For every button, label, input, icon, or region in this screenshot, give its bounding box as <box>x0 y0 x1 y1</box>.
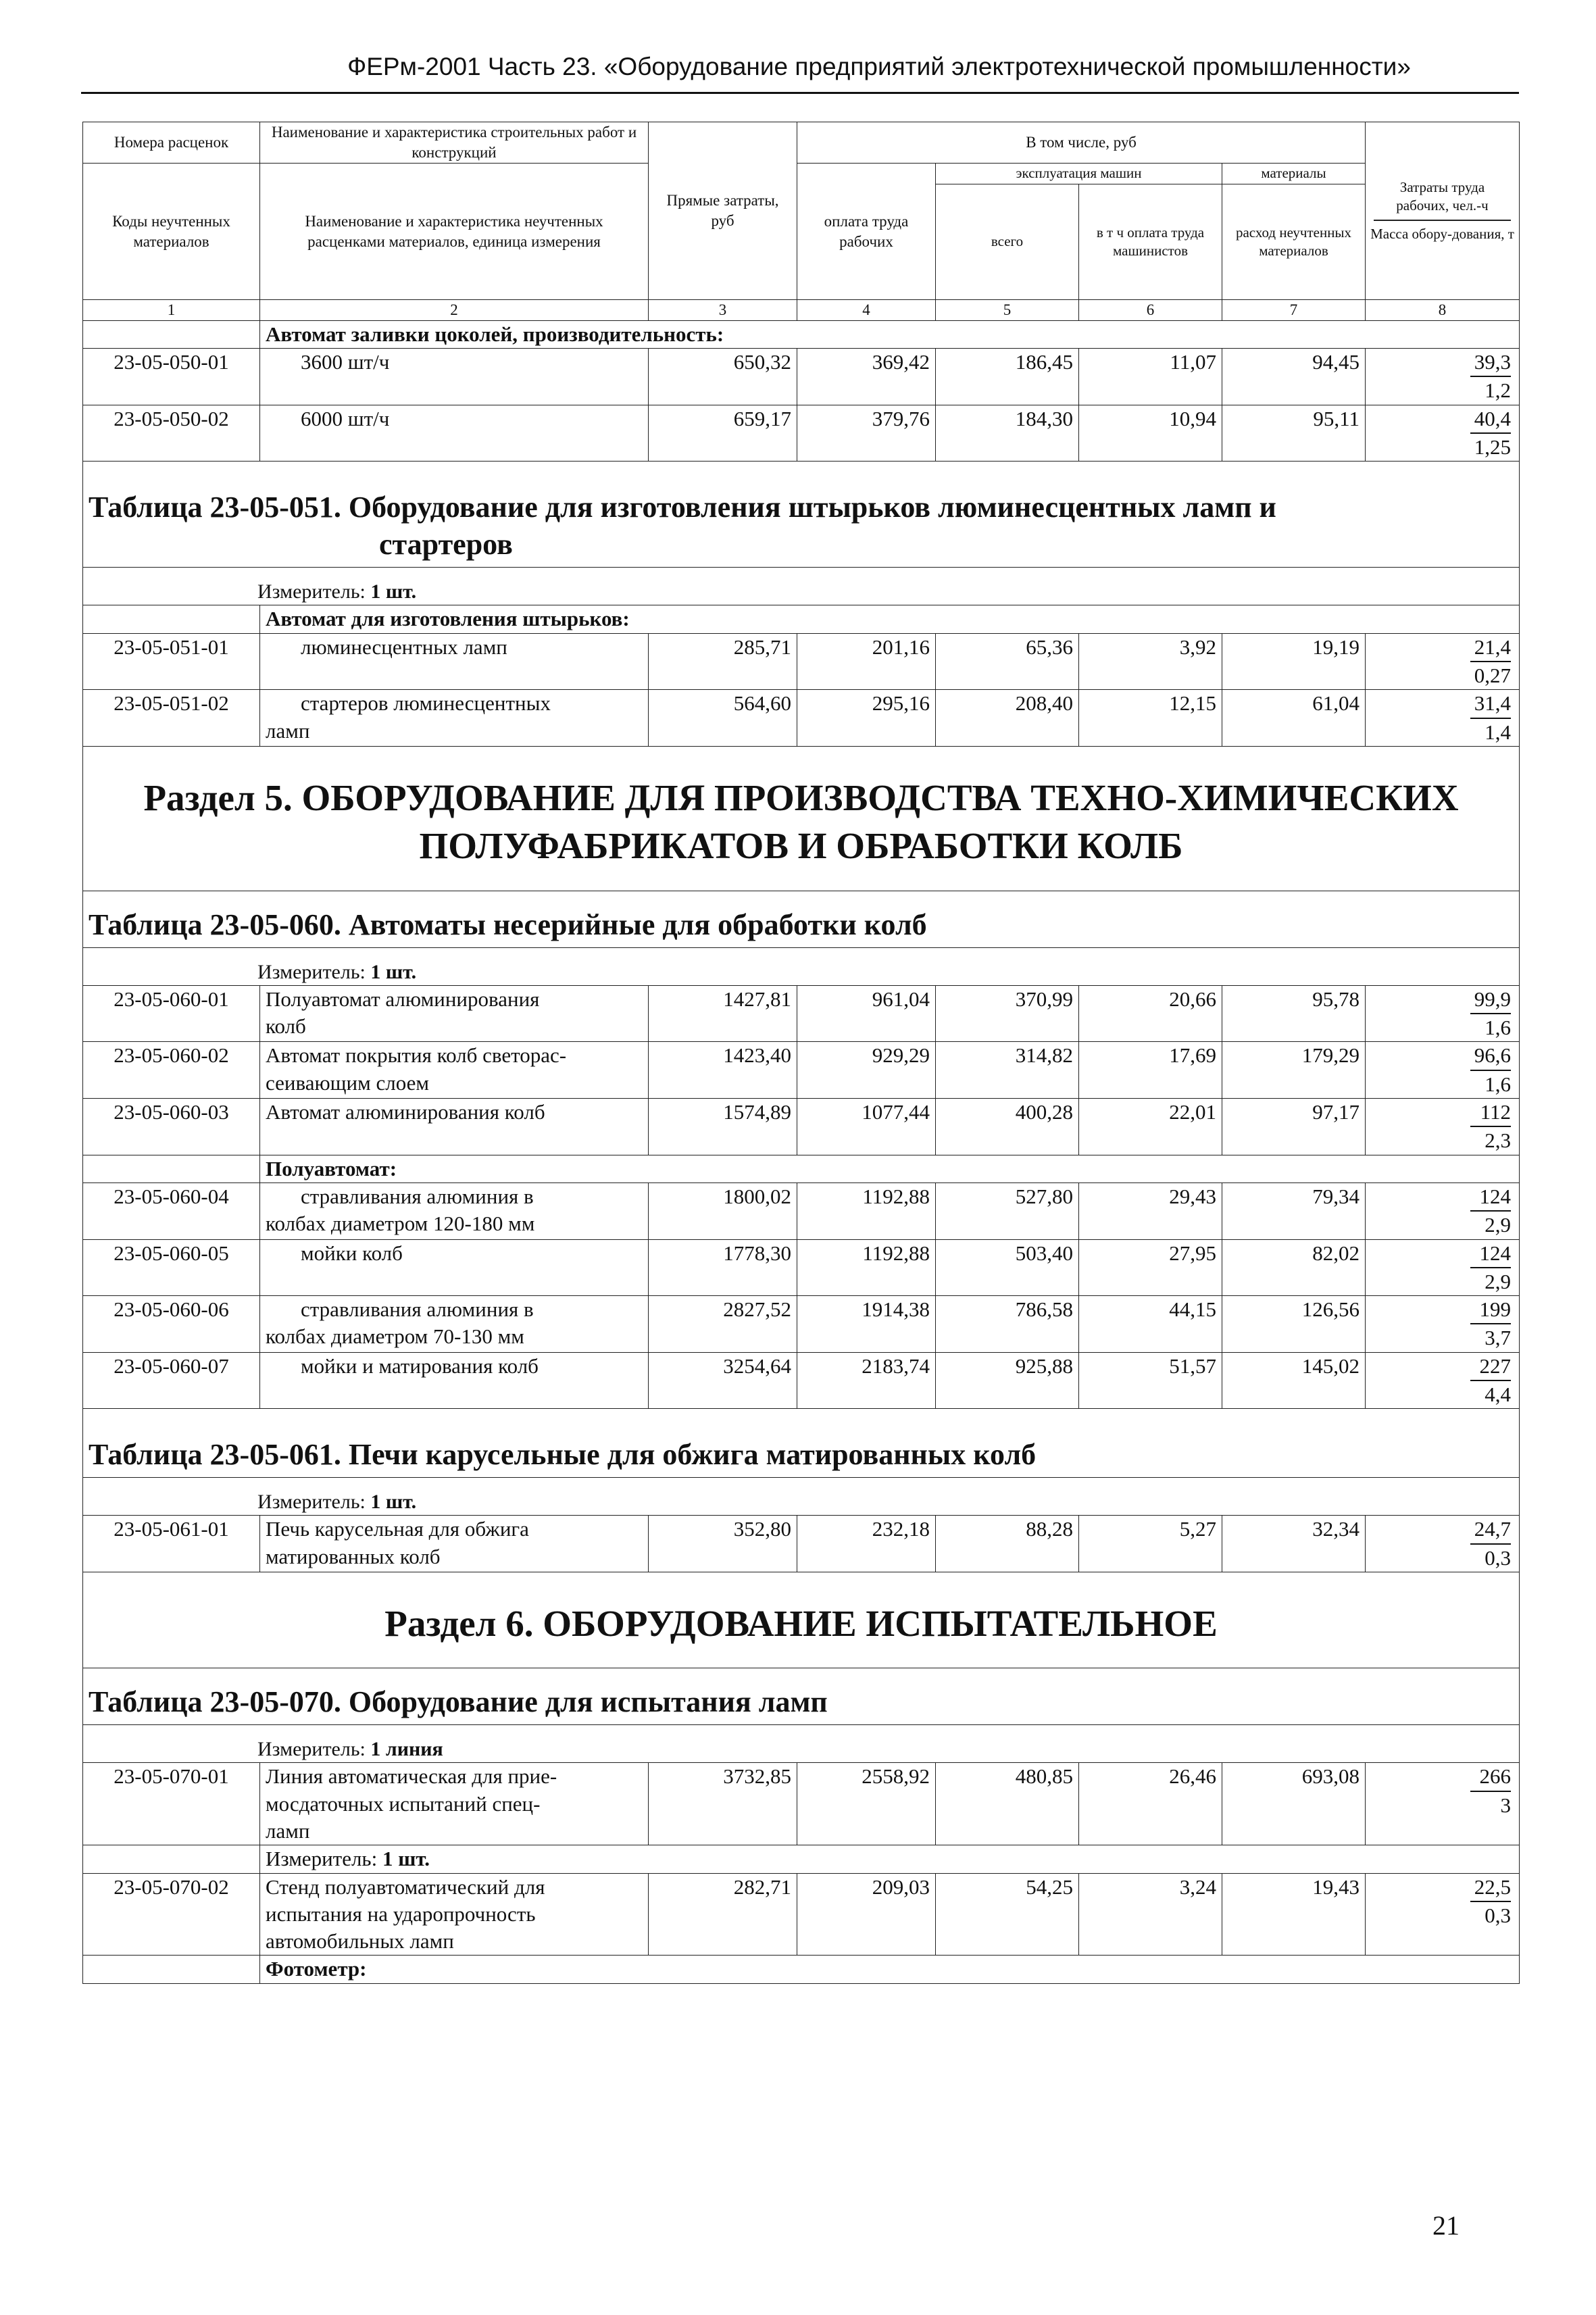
table-title-line: Таблица 23-05-051. Оборудование для изготовления штырьков люминесцентных ламп и <box>89 491 1276 524</box>
table-row <box>83 985 1520 1042</box>
rate-code: 23-05-070-01 <box>83 1763 260 1845</box>
measure-label: Измеритель: <box>257 960 371 983</box>
rate-code: 23-05-060-01 <box>83 985 260 1042</box>
rate-name-line: стравливания алюминия в <box>301 1184 534 1208</box>
materials: 19,43 <box>1222 1873 1366 1956</box>
mass: 1,4 <box>1485 720 1512 744</box>
table-title: Таблица 23-05-060. Автоматы несерийные для обработки колб <box>83 891 1520 947</box>
rate-name <box>260 1763 649 1845</box>
labor: 124 <box>1470 1183 1511 1212</box>
table-row <box>83 1183 1520 1239</box>
machines-total: 186,45 <box>936 349 1079 405</box>
column-numbers-row <box>83 300 1520 321</box>
labor: 112 <box>1470 1099 1511 1127</box>
wages: 1077,44 <box>797 1099 936 1155</box>
mass: 0,3 <box>1485 1545 1512 1570</box>
direct-cost: 650,32 <box>649 349 797 405</box>
rate-code: 23-05-061-01 <box>83 1516 260 1572</box>
measure-value: 1 линия <box>370 1738 443 1761</box>
materials: 145,02 <box>1222 1352 1366 1409</box>
table-row <box>83 1296 1520 1353</box>
wages: 295,16 <box>797 690 936 747</box>
rate-code: 23-05-060-02 <box>83 1042 260 1099</box>
materials: 126,56 <box>1222 1296 1366 1353</box>
machines-wages: 26,46 <box>1079 1763 1222 1845</box>
section-title-row <box>83 746 1520 891</box>
table-title-row <box>83 1668 1520 1725</box>
group-row <box>83 605 1520 633</box>
direct-cost: 352,80 <box>649 1516 797 1572</box>
labor-mass <box>1366 349 1520 405</box>
machines-wages: 29,43 <box>1079 1183 1222 1239</box>
machines-total: 184,30 <box>936 405 1079 462</box>
rate-name <box>260 690 649 747</box>
measure-value: 1 шт. <box>382 1847 430 1871</box>
labor-mass <box>1366 405 1520 462</box>
measure-label: Измеритель: <box>257 1491 371 1514</box>
table-title: Таблица 23-05-061. Печи карусельные для обжига матированных колб <box>83 1409 1520 1478</box>
rate-name <box>260 1873 649 1956</box>
table-title-line: стартеров <box>379 528 513 562</box>
page-number: 21 <box>1432 2210 1460 2241</box>
machines-wages: 3,92 <box>1079 633 1222 690</box>
materials: 19,19 <box>1222 633 1366 690</box>
mass: 4,4 <box>1485 1383 1512 1407</box>
direct-cost: 3254,64 <box>649 1352 797 1409</box>
measure <box>83 1725 1520 1763</box>
rate-name-line: Автомат покрытия колб светорас- <box>266 1043 567 1068</box>
measure <box>260 1845 1520 1873</box>
rate-code: 23-05-051-02 <box>83 690 260 747</box>
rate-name-line: матированных колб <box>266 1544 441 1568</box>
rate-name-text: 6000 шт/ч <box>301 406 390 430</box>
rate-name-line: колбах диаметром 70-130 мм <box>266 1324 524 1349</box>
wages: 379,76 <box>797 405 936 462</box>
rate-name <box>260 1239 649 1296</box>
col-number: 1 <box>83 300 260 321</box>
col-labor: Затраты труда рабочих, чел.-ч <box>1374 174 1511 221</box>
mass: 1,6 <box>1485 1072 1512 1096</box>
group-label: Автомат заливки цоколей, производительность: <box>260 320 1520 348</box>
rate-code: 23-05-050-02 <box>83 405 260 462</box>
col-number: 2 <box>260 300 649 321</box>
labor-mass <box>1366 1516 1520 1572</box>
measure-row <box>83 1478 1520 1516</box>
measure <box>83 1478 1520 1516</box>
machines-total: 503,40 <box>936 1239 1079 1296</box>
machines-total: 480,85 <box>936 1763 1079 1845</box>
wages: 201,16 <box>797 633 936 690</box>
section-title: Раздел 6. ОБОРУДОВАНИЕ ИСПЫТАТЕЛЬНОЕ <box>83 1572 1520 1668</box>
col-materials-unacc: расход неучтенных материалов <box>1222 184 1366 300</box>
machines-wages: 12,15 <box>1079 690 1222 747</box>
labor: 22,5 <box>1470 1874 1511 1902</box>
section-title-line: ПОЛУФАБРИКАТОВ И ОБРАБОТКИ КОЛБ <box>419 825 1183 867</box>
mass: 2,3 <box>1485 1128 1512 1153</box>
table-row <box>83 1873 1520 1956</box>
wages: 1192,88 <box>797 1239 936 1296</box>
wages: 2183,74 <box>797 1352 936 1409</box>
labor: 199 <box>1470 1296 1511 1324</box>
rate-name-line: автомобильных ламп <box>266 1929 454 1953</box>
table-title: Таблица 23-05-070. Оборудование для испытания ламп <box>83 1668 1520 1725</box>
materials: 94,45 <box>1222 349 1366 405</box>
mass: 1,6 <box>1485 1016 1512 1040</box>
mass: 1,2 <box>1485 378 1512 403</box>
machines-wages: 3,24 <box>1079 1873 1222 1956</box>
table-row <box>83 633 1520 690</box>
group-label: Полуавтомат: <box>260 1155 1520 1183</box>
labor-mass <box>1366 985 1520 1042</box>
rate-name <box>260 405 649 462</box>
mass: 2,9 <box>1485 1213 1512 1237</box>
labor-mass <box>1366 1763 1520 1845</box>
rate-name <box>260 349 649 405</box>
rate-name <box>260 1516 649 1572</box>
col-labor-mass <box>1366 122 1520 300</box>
labor-mass <box>1366 690 1520 747</box>
rate-name-line: колб <box>266 1014 306 1039</box>
wages: 1914,38 <box>797 1296 936 1353</box>
table-title <box>83 462 1520 568</box>
rate-name-line: мойки колб <box>301 1241 403 1265</box>
direct-cost: 564,60 <box>649 690 797 747</box>
machines-wages: 51,57 <box>1079 1352 1222 1409</box>
rate-name-line: стравливания алюминия в <box>301 1297 534 1322</box>
machines-total: 786,58 <box>936 1296 1079 1353</box>
rate-name-line: ламп <box>266 1819 310 1843</box>
table-row <box>83 1099 1520 1155</box>
labor: 96,6 <box>1470 1042 1511 1070</box>
measure-value: 1 шт. <box>370 960 417 983</box>
labor: 266 <box>1470 1763 1511 1791</box>
rate-name-text: 3600 шт/ч <box>301 350 390 374</box>
materials: 61,04 <box>1222 690 1366 747</box>
col-codes: Коды неучтенных материалов <box>83 164 260 300</box>
rate-name <box>260 1099 649 1155</box>
table-title-row <box>83 462 1520 568</box>
direct-cost: 659,17 <box>649 405 797 462</box>
wages: 2558,92 <box>797 1763 936 1845</box>
table-row <box>83 405 1520 462</box>
col-number: 5 <box>936 300 1079 321</box>
direct-cost: 1778,30 <box>649 1239 797 1296</box>
materials: 95,11 <box>1222 405 1366 462</box>
labor: 24,7 <box>1470 1516 1511 1544</box>
col-mass: Масса обору-дования, т <box>1370 225 1514 242</box>
group-label: Фотометр: <box>260 1956 1520 1983</box>
group-row <box>83 1956 1520 1983</box>
labor: 39,3 <box>1470 349 1511 377</box>
rate-code: 23-05-060-04 <box>83 1183 260 1239</box>
materials: 95,78 <box>1222 985 1366 1042</box>
group-label: Автомат для изготовления штырьков: <box>260 605 1520 633</box>
rate-name <box>260 985 649 1042</box>
wages: 209,03 <box>797 1873 936 1956</box>
table-row <box>83 1042 1520 1099</box>
measure-row <box>83 1845 1520 1873</box>
mass: 3 <box>1500 1793 1512 1817</box>
col-wages: оплата труда рабочих <box>797 164 936 300</box>
labor-mass <box>1366 1873 1520 1956</box>
rate-name-line: ламп <box>266 718 310 743</box>
col-direct: Прямые затраты, руб <box>649 122 797 300</box>
rate-name-line: колбах диаметром 120-180 мм <box>266 1212 535 1236</box>
rate-name <box>260 1296 649 1353</box>
machines-total: 925,88 <box>936 1352 1079 1409</box>
measure-row <box>83 568 1520 605</box>
table-row <box>83 349 1520 405</box>
labor-mass <box>1366 1296 1520 1353</box>
direct-cost: 1800,02 <box>649 1183 797 1239</box>
measure <box>83 947 1520 985</box>
machines-total: 400,28 <box>936 1099 1079 1155</box>
rate-code: 23-05-051-01 <box>83 633 260 690</box>
mass: 3,7 <box>1485 1326 1512 1350</box>
col-number: 6 <box>1079 300 1222 321</box>
labor: 40,4 <box>1470 405 1511 434</box>
page-header: ФЕРм-2001 Часть 23. «Оборудование предприятий электротехнической промышленности» <box>347 53 1411 80</box>
rate-code: 23-05-060-06 <box>83 1296 260 1353</box>
materials: 32,34 <box>1222 1516 1366 1572</box>
section-title <box>83 746 1520 891</box>
rate-name-line: стартеров люминесцентных <box>301 691 551 716</box>
labor-mass <box>1366 1352 1520 1409</box>
labor-mass <box>1366 1099 1520 1155</box>
labor: 21,4 <box>1470 634 1511 662</box>
col-number: 4 <box>797 300 936 321</box>
mass: 2,9 <box>1485 1269 1512 1293</box>
measure-row <box>83 1725 1520 1763</box>
rate-name-line: Линия автоматическая для прие- <box>266 1764 557 1789</box>
rate-name <box>260 1042 649 1099</box>
measure-label: Измеритель: <box>257 580 371 603</box>
rate-code: 23-05-060-03 <box>83 1099 260 1155</box>
machines-wages: 22,01 <box>1079 1099 1222 1155</box>
machines-total: 54,25 <box>936 1873 1079 1956</box>
machines-total: 527,80 <box>936 1183 1079 1239</box>
rate-name-line: испытания на ударопрочность <box>266 1901 536 1926</box>
measure-value: 1 шт. <box>370 1491 417 1514</box>
machines-wages: 10,94 <box>1079 405 1222 462</box>
group-row <box>83 320 1520 348</box>
labor: 124 <box>1470 1240 1511 1268</box>
materials: 693,08 <box>1222 1763 1366 1845</box>
col-materials: материалы <box>1222 164 1366 184</box>
wages: 369,42 <box>797 349 936 405</box>
table-row <box>83 1516 1520 1572</box>
measure-row <box>83 947 1520 985</box>
machines-total: 208,40 <box>936 690 1079 747</box>
machines-total: 370,99 <box>936 985 1079 1042</box>
mass: 0,3 <box>1485 1903 1512 1927</box>
rate-name-line: сеивающим слоем <box>266 1070 429 1095</box>
measure-label: Измеритель: <box>257 1738 371 1761</box>
rate-name <box>260 1352 649 1409</box>
col-rates-number: Номера расценок <box>83 122 260 164</box>
machines-total: 88,28 <box>936 1516 1079 1572</box>
machines-wages: 5,27 <box>1079 1516 1222 1572</box>
col-machines-total: всего <box>936 184 1079 300</box>
materials: 97,17 <box>1222 1099 1366 1155</box>
labor: 99,9 <box>1470 986 1511 1014</box>
rate-name-line: Полуавтомат алюминирования <box>266 987 540 1011</box>
direct-cost: 1423,40 <box>649 1042 797 1099</box>
machines-wages: 27,95 <box>1079 1239 1222 1296</box>
machines-total: 65,36 <box>936 633 1079 690</box>
rate-name-line: Автомат алюминирования колб <box>266 1100 545 1124</box>
direct-cost: 2827,52 <box>649 1296 797 1353</box>
mass: 1,25 <box>1474 435 1512 459</box>
rate-code: 23-05-060-07 <box>83 1352 260 1409</box>
table-row <box>83 1763 1520 1845</box>
direct-cost: 3732,85 <box>649 1763 797 1845</box>
rate-code: 23-05-070-02 <box>83 1873 260 1956</box>
direct-cost: 282,71 <box>649 1873 797 1956</box>
section-title-line: Раздел 5. ОБОРУДОВАНИЕ ДЛЯ ПРОИЗВОДСТВА ТЕХНО-ХИМИЧЕСКИХ <box>143 776 1459 818</box>
labor-mass <box>1366 1183 1520 1239</box>
measure-label: Измеритель: <box>266 1847 382 1871</box>
col-number: 3 <box>649 300 797 321</box>
wages: 929,29 <box>797 1042 936 1099</box>
group-row <box>83 1155 1520 1183</box>
mass: 0,27 <box>1474 663 1512 687</box>
labor-mass <box>1366 633 1520 690</box>
labor: 31,4 <box>1470 690 1511 718</box>
machines-wages: 11,07 <box>1079 349 1222 405</box>
direct-cost: 1427,81 <box>649 985 797 1042</box>
measure <box>83 568 1520 605</box>
table-row <box>83 1352 1520 1409</box>
machines-wages: 20,66 <box>1079 985 1222 1042</box>
table-row <box>83 1239 1520 1296</box>
rate-name: люминесцентных ламп <box>260 633 649 690</box>
rate-name-line: мойки и матирования колб <box>301 1353 539 1378</box>
col-name: Наименование и характеристика строительных работ и конструкций <box>260 122 649 164</box>
materials: 79,34 <box>1222 1183 1366 1239</box>
col-machines-wages: в т ч оплата труда машинистов <box>1079 184 1222 300</box>
col-incl: В том числе, руб <box>797 122 1366 164</box>
wages: 232,18 <box>797 1516 936 1572</box>
rate-name <box>260 1183 649 1239</box>
col-name2: Наименование и характеристика неучтенных расценками материалов, единица измерения <box>260 164 649 300</box>
col-number: 8 <box>1366 300 1520 321</box>
labor-mass <box>1366 1042 1520 1099</box>
rates-table <box>82 122 1520 1984</box>
col-number: 7 <box>1222 300 1366 321</box>
machines-wages: 44,15 <box>1079 1296 1222 1353</box>
table-title-row <box>83 891 1520 947</box>
wages: 961,04 <box>797 985 936 1042</box>
wages: 1192,88 <box>797 1183 936 1239</box>
materials: 82,02 <box>1222 1239 1366 1296</box>
section-title-row <box>83 1572 1520 1668</box>
table-row <box>83 690 1520 747</box>
rate-code: 23-05-050-01 <box>83 349 260 405</box>
table-title-row <box>83 1409 1520 1478</box>
machines-wages: 17,69 <box>1079 1042 1222 1099</box>
col-machines: эксплуатация машин <box>936 164 1222 184</box>
labor-mass <box>1366 1239 1520 1296</box>
direct-cost: 285,71 <box>649 633 797 690</box>
rate-name-line: мосдаточных испытаний спец- <box>266 1791 541 1816</box>
labor: 227 <box>1470 1353 1511 1381</box>
materials: 179,29 <box>1222 1042 1366 1099</box>
measure-value: 1 шт. <box>370 580 417 603</box>
rate-name-line: Стенд полуавтоматический для <box>266 1874 545 1899</box>
machines-total: 314,82 <box>936 1042 1079 1099</box>
rate-code: 23-05-060-05 <box>83 1239 260 1296</box>
header-rule <box>81 92 1519 94</box>
direct-cost: 1574,89 <box>649 1099 797 1155</box>
rate-name-line: Печь карусельная для обжига <box>266 1517 529 1541</box>
